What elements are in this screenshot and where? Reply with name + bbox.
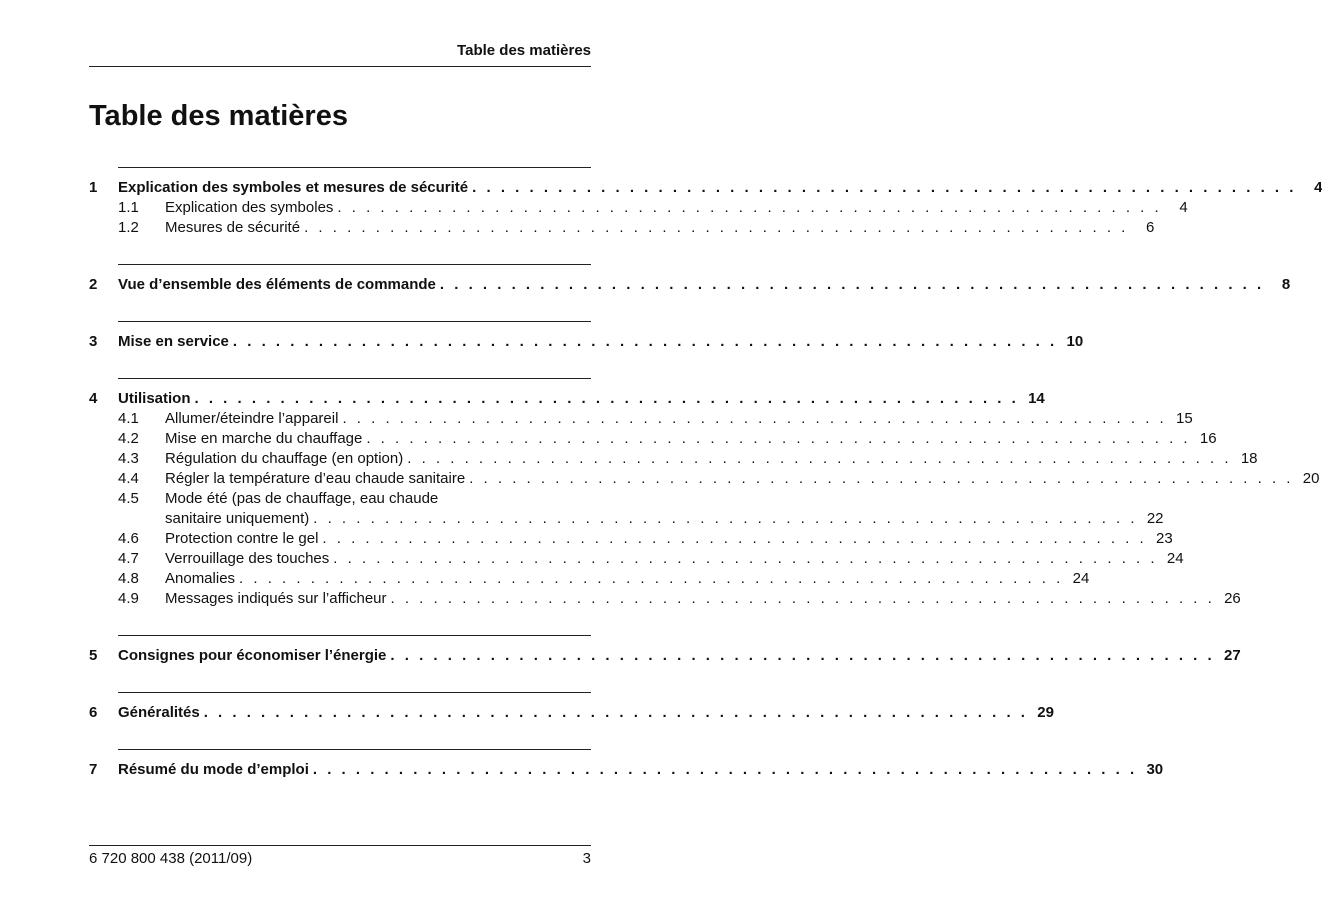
section-page: 15 [1176,410,1193,427]
toc-entry-section[interactable] [89,198,1188,218]
toc-entry-section[interactable] [89,449,1258,469]
chapter-number: 1 [89,179,98,196]
chapter-title: Consignes pour économiser l’énergie [118,647,387,664]
chapter-divider [118,692,591,693]
section-title: Régler la température d’eau chaude sanitaire [165,470,466,487]
chapter-divider [118,167,591,168]
leader-dots: . . . . . . . . . . . . . . . . . . . . . . . . . . . . . . . . . . . . . . . . . . . . . . . . . . . . . . . . . . [337,199,1162,216]
toc-entry-section[interactable] [89,569,1090,589]
running-header [89,40,591,67]
chapter-divider [118,321,591,322]
section-number: 4.2 [118,430,139,447]
toc-entry-section[interactable] [89,529,1173,549]
section-page: 23 [1156,530,1173,547]
chapter-page: 8 [1281,276,1291,293]
section-number: 4.5 [118,490,139,507]
leader-dots: . . . . . . . . . . . . . . . . . . . . . . . . . . . . . . . . . . . . . . . . . . . . . . . . . . . . . . . . . . [390,647,1215,664]
toc-entry-section[interactable] [89,489,591,509]
chapter-title: Mise en service [118,333,229,350]
table-of-contents [89,167,1322,780]
section-page: 6 [1145,219,1155,236]
page-footer [89,845,591,867]
leader-dots: . . . . . . . . . . . . . . . . . . . . . . . . . . . . . . . . . . . . . . . . . . . . . . . . . . . . . . . . . . [322,530,1147,547]
section-title: Mesures de sécurité [165,219,301,236]
section-title: Explication des symboles [165,199,334,216]
leader-dots: . . . . . . . . . . . . . . . . . . . . . . . . . . . . . . . . . . . . . . . . . . . . . . . . . . . . . . . . . . [390,590,1215,607]
leader-dots: . . . . . . . . . . . . . . . . . . . . . . . . . . . . . . . . . . . . . . . . . . . . . . . . . . . . . . . . . . [313,510,1138,527]
chapter-page: 14 [1028,390,1045,407]
section-page: 22 [1146,510,1164,527]
section-page: 24 [1072,570,1090,587]
toc-entry-chapter[interactable] [89,646,1241,666]
leader-dots: . . . . . . . . . . . . . . . . . . . . . . . . . . . . . . . . . . . . . . . . . . . . . . . . . . . . . . . . . . [342,410,1167,427]
toc-entry-chapter[interactable] [89,703,1054,723]
section-title: Allumer/éteindre l’appareil [165,410,339,427]
section-title-continued: sanitaire uniquement) [165,510,310,527]
leader-dots: . . . . . . . . . . . . . . . . . . . . . . . . . . . . . . . . . . . . . . . . . . . . . . . . . . . . . . . . . . [439,276,1265,293]
leader-dots: . . . . . . . . . . . . . . . . . . . . . . . . . . . . . . . . . . . . . . . . . . . . . . . . . . . . . . . . . . [469,470,1294,487]
chapter-number: 4 [89,390,98,407]
chapter-divider [118,378,591,379]
toc-entry-chapter[interactable] [89,275,1291,295]
chapter-number: 7 [89,761,98,778]
chapter-number: 2 [89,276,98,293]
section-page: 20 [1302,470,1320,487]
leader-dots: . . . . . . . . . . . . . . . . . . . . . . . . . . . . . . . . . . . . . . . . . . . . . . . . . . . . . . . . . . [366,430,1191,447]
chapter-number: 5 [89,647,98,664]
toc-entry-section[interactable] [89,409,1193,429]
section-number: 4.7 [118,550,139,567]
leader-dots: . . . . . . . . . . . . . . . . . . . . . . . . . . . . . . . . . . . . . . . . . . . . . . . . . . . . . . . . . . [239,570,1064,587]
section-page: 18 [1240,450,1258,467]
toc-entry-chapter[interactable] [89,178,1322,198]
chapter-number: 6 [89,704,98,721]
chapter-page: 4 [1314,179,1322,196]
chapter-page: 30 [1146,761,1164,778]
section-page: 24 [1166,550,1184,567]
chapter-page: 27 [1223,647,1241,664]
toc-chapter-6 [89,692,1054,723]
section-title: Protection contre le gel [165,530,319,547]
chapter-divider [118,635,591,636]
chapter-title: Vue d’ensemble des éléments de commande [118,276,436,293]
toc-entry-chapter[interactable] [89,389,1045,409]
section-title: Mise en marche du chauffage [165,430,363,447]
page-number: 3 [582,850,591,867]
running-title: Table des matières [457,42,591,59]
leader-dots: . . . . . . . . . . . . . . . . . . . . . . . . . . . . . . . . . . . . . . . . . . . . . . . . . . . . . . . . . . [407,450,1232,467]
section-title: Régulation du chauffage (en option) [165,450,404,467]
leader-dots: . . . . . . . . . . . . . . . . . . . . . . . . . . . . . . . . . . . . . . . . . . . . . . . . . . . . . . . . . . [333,550,1158,567]
chapter-page: 29 [1037,704,1054,721]
section-page: 16 [1199,430,1217,447]
toc-chapter-5 [89,635,1241,666]
toc-entry-section[interactable] [89,549,1184,569]
chapter-title: Explication des symboles et mesures de sécurité [118,179,469,196]
chapter-number: 3 [89,333,98,350]
chapter-title: Généralités [118,704,200,721]
leader-dots: . . . . . . . . . . . . . . . . . . . . . . . . . . . . . . . . . . . . . . . . . . . . . . . . . . . . . . . . . . [194,390,1019,407]
section-number: 1.2 [118,219,139,236]
leader-dots: . . . . . . . . . . . . . . . . . . . . . . . . . . . . . . . . . . . . . . . . . . . . . . . . . . . . . . . . . . [203,704,1028,721]
toc-entry-section[interactable] [89,469,1320,489]
chapter-page: 10 [1066,333,1084,350]
document-reference: 6 720 800 438 (2011/09) [89,850,253,867]
toc-entry-section-continued[interactable] [89,509,1164,529]
toc-chapter-3 [89,321,1084,352]
toc-chapter-7 [89,749,1164,780]
section-number: 1.1 [118,199,139,216]
page-title: Table des matières [89,100,348,132]
leader-dots: . . . . . . . . . . . . . . . . . . . . . . . . . . . . . . . . . . . . . . . . . . . . . . . . . . . . . . . . . . [304,219,1129,236]
section-number: 4.6 [118,530,139,547]
section-number: 4.4 [118,470,139,487]
section-title: Anomalies [165,570,236,587]
leader-dots: . . . . . . . . . . . . . . . . . . . . . . . . . . . . . . . . . . . . . . . . . . . . . . . . . . . . . . . . . . [472,179,1297,196]
toc-chapter-1 [89,167,1322,238]
toc-entry-chapter[interactable] [89,332,1084,352]
toc-chapter-2 [89,264,1291,295]
toc-entry-section[interactable] [89,429,1217,449]
leader-dots: . . . . . . . . . . . . . . . . . . . . . . . . . . . . . . . . . . . . . . . . . . . . . . . . . . . . . . . . . . [232,333,1058,350]
section-title: Verrouillage des touches [165,550,330,567]
section-page: 4 [1179,199,1188,216]
leader-dots: . . . . . . . . . . . . . . . . . . . . . . . . . . . . . . . . . . . . . . . . . . . . . . . . . . . . . . . . . . [312,761,1138,778]
toc-entry-section[interactable] [89,589,1241,609]
section-number: 4.3 [118,450,139,467]
chapter-title: Utilisation [118,390,191,407]
section-number: 4.9 [118,590,139,607]
chapter-divider [118,264,591,265]
toc-chapter-4 [89,378,1320,609]
section-number: 4.8 [118,570,139,587]
chapter-divider [118,749,591,750]
section-title: Mode été (pas de chauffage, eau chaude [165,490,439,507]
chapter-title: Résumé du mode d’emploi [118,761,309,778]
section-title: Messages indiqués sur l’afficheur [165,590,387,607]
section-number: 4.1 [118,410,139,427]
toc-entry-chapter[interactable] [89,760,1164,780]
section-page: 26 [1224,590,1241,607]
toc-entry-section[interactable] [89,218,1155,238]
